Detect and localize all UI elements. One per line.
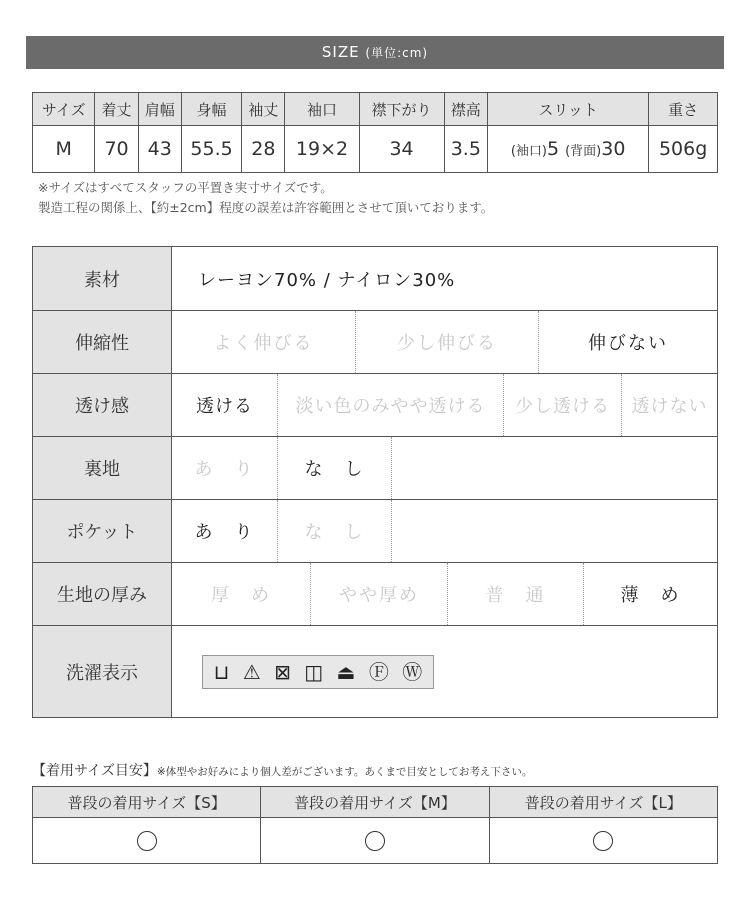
pocket-empty-cell [391, 500, 717, 562]
value-size: M [33, 126, 95, 173]
guide-title: 【着用サイズ目安】 [32, 763, 157, 779]
slit-back-value: 30 [601, 138, 626, 160]
spec-row-stretch [33, 310, 717, 373]
guide-header-m: 普段の着用サイズ【M】 [261, 787, 489, 818]
guide-heading [32, 760, 532, 780]
header-width: 身幅 [181, 93, 241, 126]
no-tumble-dry-icon: ⊠ [274, 659, 291, 684]
spec-row-thickness [33, 562, 717, 625]
spec-label-lining: 裏地 [33, 437, 172, 499]
spec-label-stretch: 伸縮性 [33, 311, 172, 373]
header-size: サイズ [33, 93, 95, 126]
thickness-option: やや厚め [310, 563, 447, 625]
guide-value-s [33, 818, 261, 864]
header-length: 着丈 [95, 93, 138, 126]
spec-row-material [33, 247, 717, 310]
wash-symbols [202, 655, 434, 689]
spec-row-sheer [33, 373, 717, 436]
guide-value-row [33, 818, 718, 864]
sheer-option-selected: 透ける [196, 396, 253, 417]
header-weight: 重さ [649, 93, 718, 126]
lining-option-selected: な し [277, 437, 391, 499]
spec-row-wash [33, 625, 717, 717]
material-value: レーヨン70% / ナイロン30% [198, 269, 456, 291]
stretch-option-selected: 伸びない [538, 311, 717, 373]
value-cuff: 19×2 [285, 126, 359, 173]
guide-value-m [261, 818, 489, 864]
guide-note: ※体型やお好みにより個人差がございます。あくまで目安としてお考え下さい。 [156, 766, 533, 778]
guide-value-l [489, 818, 717, 864]
spec-label-pocket: ポケット [33, 500, 172, 562]
lining-options [172, 437, 717, 499]
header-sleeve: 袖丈 [242, 93, 285, 126]
thickness-option: 厚 め [211, 585, 271, 606]
header-collar-height: 襟高 [444, 93, 488, 126]
pocket-options [172, 500, 717, 562]
note-line: 製造工程の関係上、【約±2cm】程度の誤差は許容範囲とさせて頂いております。 [38, 200, 494, 215]
spec-table [32, 246, 718, 718]
sheer-option: 少し透ける [503, 374, 621, 436]
slit-back-label: (背面) [565, 144, 602, 159]
note-line: ※サイズはすべてスタッフの平置き実寸サイズです。 [38, 180, 333, 195]
value-neck-drop: 34 [359, 126, 444, 173]
lining-empty-cell [391, 437, 717, 499]
spec-material-content [172, 247, 717, 310]
value-sleeve: 28 [242, 126, 285, 173]
lining-option: あ り [194, 459, 255, 480]
header-neck-drop: 襟下がり [359, 93, 444, 126]
circle-icon [365, 831, 385, 851]
size-title: SIZE [321, 43, 360, 61]
guide-table [32, 786, 718, 864]
value-collar-height: 3.5 [444, 126, 488, 173]
size-table-header-row [33, 93, 718, 126]
stretch-option: よく伸びる [213, 333, 314, 354]
wash-content [172, 626, 717, 717]
no-bleach-icon: ⚠ [242, 659, 261, 684]
stretch-options [172, 311, 717, 373]
guide-header-row [33, 787, 718, 818]
value-weight: 506g [649, 126, 718, 173]
wash-tub-icon: ⊔ [213, 659, 230, 684]
circle-icon [137, 831, 157, 851]
stretch-option: 少し伸びる [355, 311, 538, 373]
pocket-option-selected: あ り [194, 522, 255, 543]
header-cuff: 袖口 [285, 93, 359, 126]
thickness-options [172, 563, 717, 625]
thickness-option-selected: 薄 め [583, 563, 717, 625]
size-table [32, 92, 718, 173]
spec-label-sheer: 透け感 [33, 374, 172, 436]
wet-clean-w-icon: Ⓦ [402, 659, 423, 684]
pocket-option: な し [277, 500, 391, 562]
sheer-option: 透けない [621, 374, 717, 436]
dry-clean-f-icon: Ⓕ [368, 659, 389, 684]
spec-label-thickness: 生地の厚み [33, 563, 172, 625]
spec-label-material: 素材 [33, 247, 172, 310]
sheer-options [172, 374, 717, 436]
size-notes [38, 178, 493, 218]
iron-low-icon: ⏏ [336, 659, 356, 684]
header-shoulder: 肩幅 [138, 93, 181, 126]
slit-cuff-label: (袖口) [510, 144, 547, 159]
value-slit [488, 126, 649, 173]
spec-label-wash: 洗濯表示 [33, 626, 172, 717]
value-width: 55.5 [181, 126, 241, 173]
value-length: 70 [95, 126, 138, 173]
size-unit: (単位:cm) [365, 46, 429, 60]
spec-row-pocket [33, 499, 717, 562]
size-title-bar [26, 36, 724, 69]
guide-header-s: 普段の着用サイズ【S】 [33, 787, 261, 818]
circle-icon [593, 831, 613, 851]
size-table-row [33, 126, 718, 173]
sheer-option: 淡い色のみやや透ける [277, 374, 503, 436]
drip-dry-icon: ◫ [304, 659, 324, 684]
header-slit: スリット [488, 93, 649, 126]
thickness-option: 普 通 [447, 563, 583, 625]
value-shoulder: 43 [138, 126, 181, 173]
slit-cuff-value: 5 [546, 138, 560, 160]
guide-header-l: 普段の着用サイズ【L】 [489, 787, 717, 818]
spec-row-lining [33, 436, 717, 499]
